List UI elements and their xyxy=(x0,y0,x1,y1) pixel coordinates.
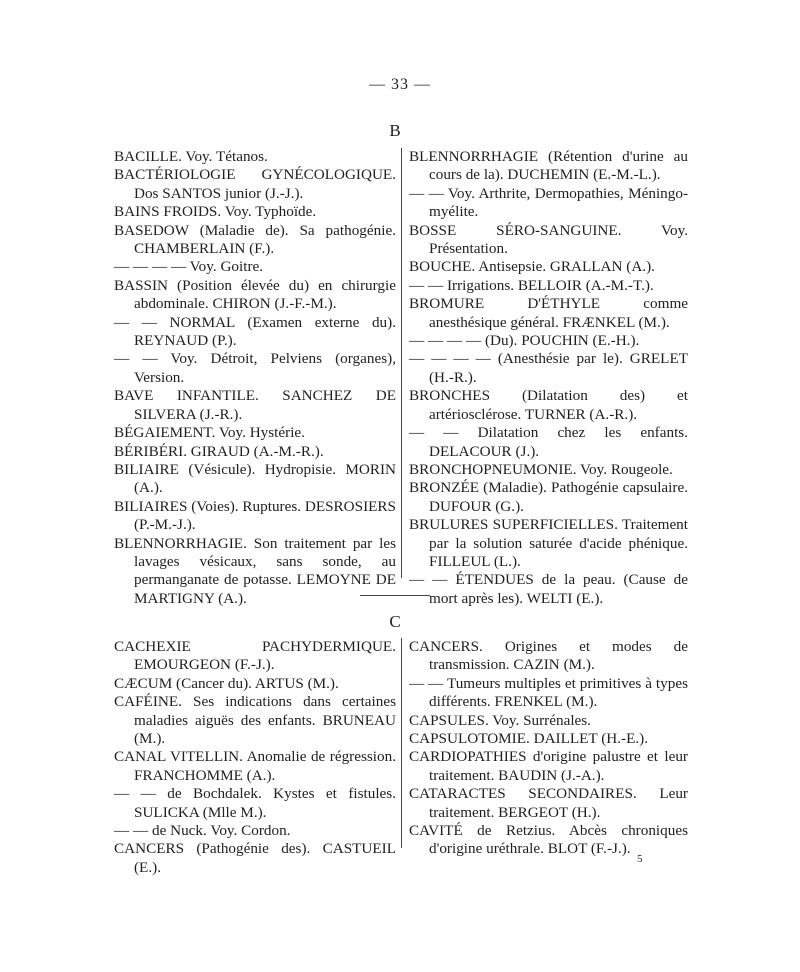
index-entry: BRONZÉE (Maladie). Pathogénie capsulaire. DUFOUR (G.). xyxy=(409,479,688,515)
signature-mark: 5 xyxy=(637,853,643,865)
column-b-left xyxy=(114,148,396,608)
index-entry: — — Voy. Arthrite, Dermopathies, Méningo-myélite. xyxy=(409,184,688,221)
index-entry: BRONCHOPNEUMONIE. Voy. Rougeole. xyxy=(409,460,673,478)
index-entry: BRULURES SUPERFICIELLES. Traitement par la solution saturée d'acide phénique. FILLEUL (L.). xyxy=(409,516,688,570)
section-letter-b: B xyxy=(389,121,401,140)
index-entry: — — NORMAL (Examen externe du). REYNAUD (P.). xyxy=(114,313,396,350)
index-entry: BACTÉRIOLOGIE GYNÉCOLOGIQUE. Dos SANTOS junior (J.-J.). xyxy=(114,166,396,202)
column-c-left xyxy=(114,638,396,877)
index-entry: — — Irrigations. BELLOIR (A.-M.-T.). xyxy=(409,276,654,294)
index-entry: BASEDOW (Maladie de). Sa pathogénie. CHAMBERLAIN (F.). xyxy=(114,221,396,258)
index-entry: CANCERS. Origines et modes de transmission. CAZIN (M.). xyxy=(409,638,688,674)
index-entry: BAVE INFANTILE. SANCHEZ DE SILVERA (J.-R.). xyxy=(114,387,396,423)
index-entry: — — Dilatation chez les enfants. DELACOUR (J.). xyxy=(409,424,688,460)
index-entry: CATARACTES SECONDAIRES. Leur traitement. BERGEOT (H.). xyxy=(409,785,688,821)
index-entry: BILIAIRE (Vésicule). Hydropisie. MORIN (A.). xyxy=(114,460,396,497)
index-entry: CAFÉINE. Ses indications dans certaines maladies aiguës des enfants. BRUNEAU (M.). xyxy=(114,693,396,748)
column-divider-c xyxy=(401,638,402,848)
index-entry: BÉRIBÉRI. GIRAUD (A.-M.-R.). xyxy=(114,442,324,460)
index-entry: — — Voy. Détroit, Pelviens (organes), Version. xyxy=(114,350,396,386)
column-b-right xyxy=(409,148,688,608)
index-entry: BASSIN (Position élevée du) en chirurgie abdominale. CHIRON (J.-F.-M.). xyxy=(114,276,396,313)
index-entry: CANCERS (Pathogénie des). CASTUEIL (E.). xyxy=(114,840,396,876)
index-entry: — — — — (Anesthésie par le). GRELET (H.-R.). xyxy=(409,350,688,386)
index-entry: BROMURE D'ÉTHYLE comme anesthésique général. FRÆNKEL (M.). xyxy=(409,295,688,331)
index-entry: BILIAIRES (Voies). Ruptures. DESROSIERS (P.-M.-J.). xyxy=(114,497,396,534)
index-entry: CAPSULOTOMIE. DAILLET (H.-E.). xyxy=(409,730,649,748)
index-entry: CANAL VITELLIN. Anomalie de régression. FRANCHOMME (A.). xyxy=(114,748,396,784)
section-letter-c: C xyxy=(389,612,401,631)
index-entry: CAVITÉ de Retzius. Abcès chroniques d'origine uréthrale. BLOT (F.-J.). xyxy=(409,822,688,858)
column-divider-b xyxy=(401,148,402,578)
index-entry: CARDIOPATHIES d'origine palustre et leur traitement. BAUDIN (J.-A.). xyxy=(409,748,688,784)
index-entry: — — de Nuck. Voy. Cordon. xyxy=(114,822,291,840)
index-entry: BLENNORRHAGIE. Son traitement par les lavages vésicaux, sans sonde, au permanganate de potasse. LEMOYNE DE MARTIGNY (A.). xyxy=(114,534,396,607)
index-entry: — — de Bochdalek. Kystes et fistules. SULICKA (Mlle M.). xyxy=(114,785,396,821)
section-divider-rule xyxy=(360,595,430,596)
page-number: — 33 — xyxy=(369,76,431,93)
index-entry: BAINS FROIDS. Voy. Typhoïde. xyxy=(114,203,317,221)
index-entry: CACHEXIE PACHYDERMIQUE. EMOURGEON (F.-J.). xyxy=(114,638,396,674)
index-entry: — — ÉTENDUES de la peau. (Cause de mort après les). WELTI (E.). xyxy=(409,571,688,607)
index-entry: — — — — (Du). POUCHIN (E.-H.). xyxy=(409,332,640,350)
index-entry: BACILLE. Voy. Tétanos. xyxy=(114,148,268,165)
index-entry: BRONCHES (Dilatation des) et artériosclérose. TURNER (A.-R.). xyxy=(409,387,688,423)
index-entry: — — Tumeurs multiples et primitives à types différents. FRENKEL (M.). xyxy=(409,674,688,711)
index-entry: BÉGAIEMENT. Voy. Hystérie. xyxy=(114,424,305,442)
index-entry: BOSSE SÉRO-SANGUINE. Voy. Présentation. xyxy=(409,221,688,258)
index-entry: CAPSULES. Voy. Surrénales. xyxy=(409,711,591,729)
index-entry: BOUCHE. Antisepsie. GRALLAN (A.). xyxy=(409,258,655,276)
index-entry: CÆCUM (Cancer du). ARTUS (M.). xyxy=(114,674,339,692)
column-c-right xyxy=(409,638,688,859)
index-entry: — — — — Voy. Goitre. xyxy=(114,258,264,276)
index-entry: BLENNORRHAGIE (Rétention d'urine au cours de la). DUCHEMIN (E.-M.-L.). xyxy=(409,148,688,184)
